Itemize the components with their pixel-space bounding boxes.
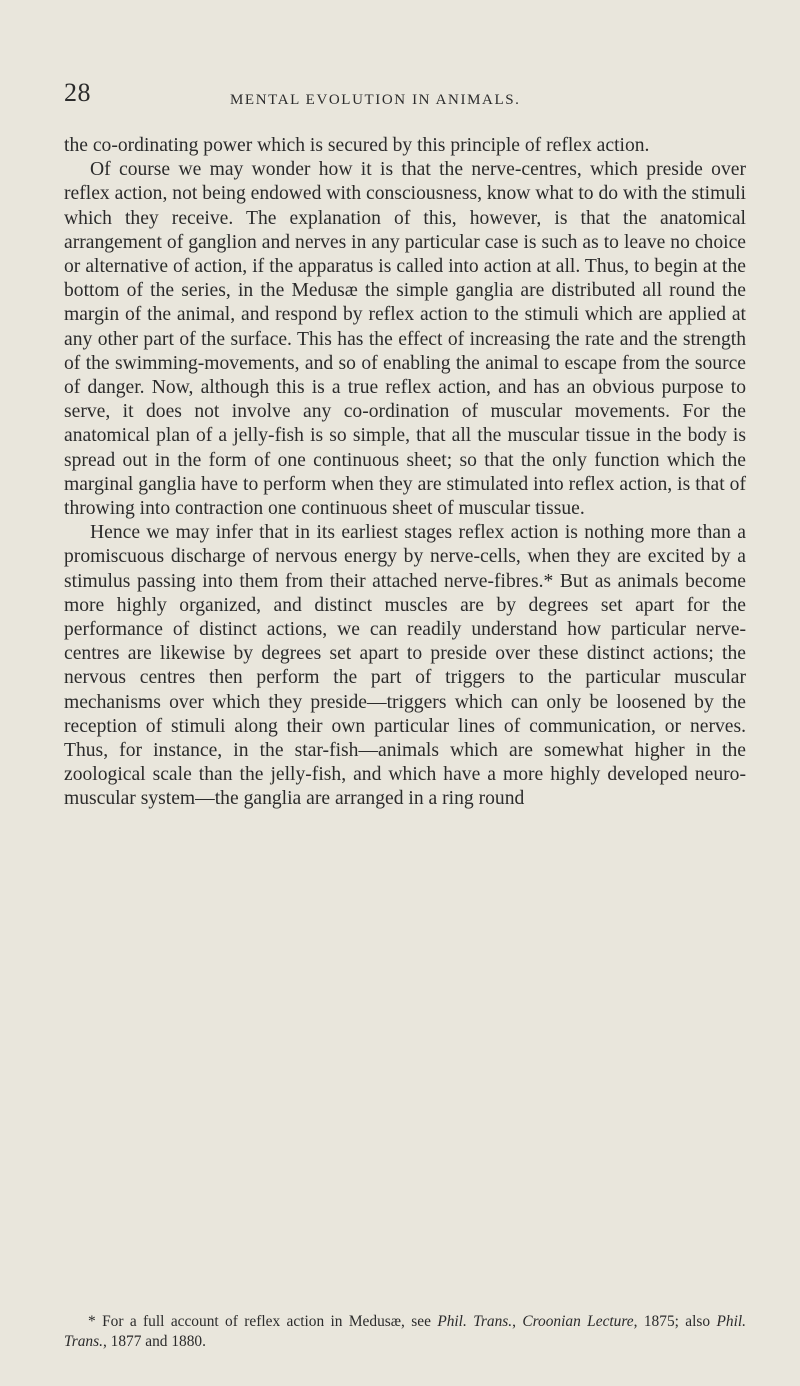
footnote-sep-2: , 1875; also [633, 1313, 717, 1330]
footnote-ref-phil-trans: Phil. Trans. [437, 1313, 513, 1330]
footnote-ref-phil-trans-2: Phil. Trans. [64, 1313, 746, 1350]
paragraph-2: Of course we may wonder how it is that the nerve-centres, which preside over reflex action, not being endowed with consciousness, know what to do with the stimuli which they receive. The explanation of this, however, is that the anatomical arrangement of ganglion and nerves in any particular case is such as to leave no choice or alternative of action, if the apparatus is called into action at all. Thus, to begin at the bottom of the series, in the Medusæ the simple ganglia are distributed all round the margin of the animal, and respond by reflex action to the stimuli which are applied at any other part of the surface. This has the effect of increasing the rate and the strength of the swimming-movements, and so of enabling the animal to escape from the source of danger. Now, although this is a true reflex action, and has an obvious purpose to serve, it does not involve any co-ordination of muscular movements. For the anatomical plan of a jelly-fish is so simple, that all the muscular tissue in the body is spread out in the form of one continuous sheet; so that the only function which the marginal ganglia have to perform when they are stimulated into reflex action, is that of throwing into contraction one continuous sheet of muscular tissue. [64, 159, 746, 520]
footnote-tail: , 1877 and 1880. [102, 1333, 206, 1350]
page-header [60, 78, 740, 108]
page-number: 28 [64, 78, 91, 107]
running-title: MENTAL EVOLUTION IN ANIMALS. [230, 92, 521, 108]
footnote-lead: * For a full account of reflex action in Medusæ, see [88, 1313, 438, 1330]
footnote [64, 1312, 746, 1352]
body-text [64, 134, 746, 812]
footnote-sep-1: , [512, 1313, 523, 1330]
paragraph-1: the co-ordinating power which is secured by this principle of reflex action. [64, 135, 650, 156]
paragraph-3: Hence we may infer that in its earliest stages reflex action is nothing more than a promiscuous discharge of nervous energy by nerve-cells, when they are excited by a stimulus passing into them from their attached nerve-fibres.* But as animals become more highly organized, and distinct muscles are by degrees set apart for the performance of distinct actions, we can readily understand how particular nerve-centres are likewise by degrees set apart to preside over these distinct actions; the nervous centres then perform the part of triggers to the particular muscular mechanisms over which they preside—triggers which can only be loosened by the reception of stimuli along their own particular lines of communication, or nerves. Thus, for instance, in the star-fish—animals which are somewhat higher in the zoological scale than the jelly-fish, and which have a more highly developed neuro-muscular system—the ganglia are arranged in a ring round [64, 522, 746, 810]
footnote-ref-croonian-lecture: Croonian Lecture [522, 1313, 634, 1330]
footnote-text [64, 1312, 746, 1352]
